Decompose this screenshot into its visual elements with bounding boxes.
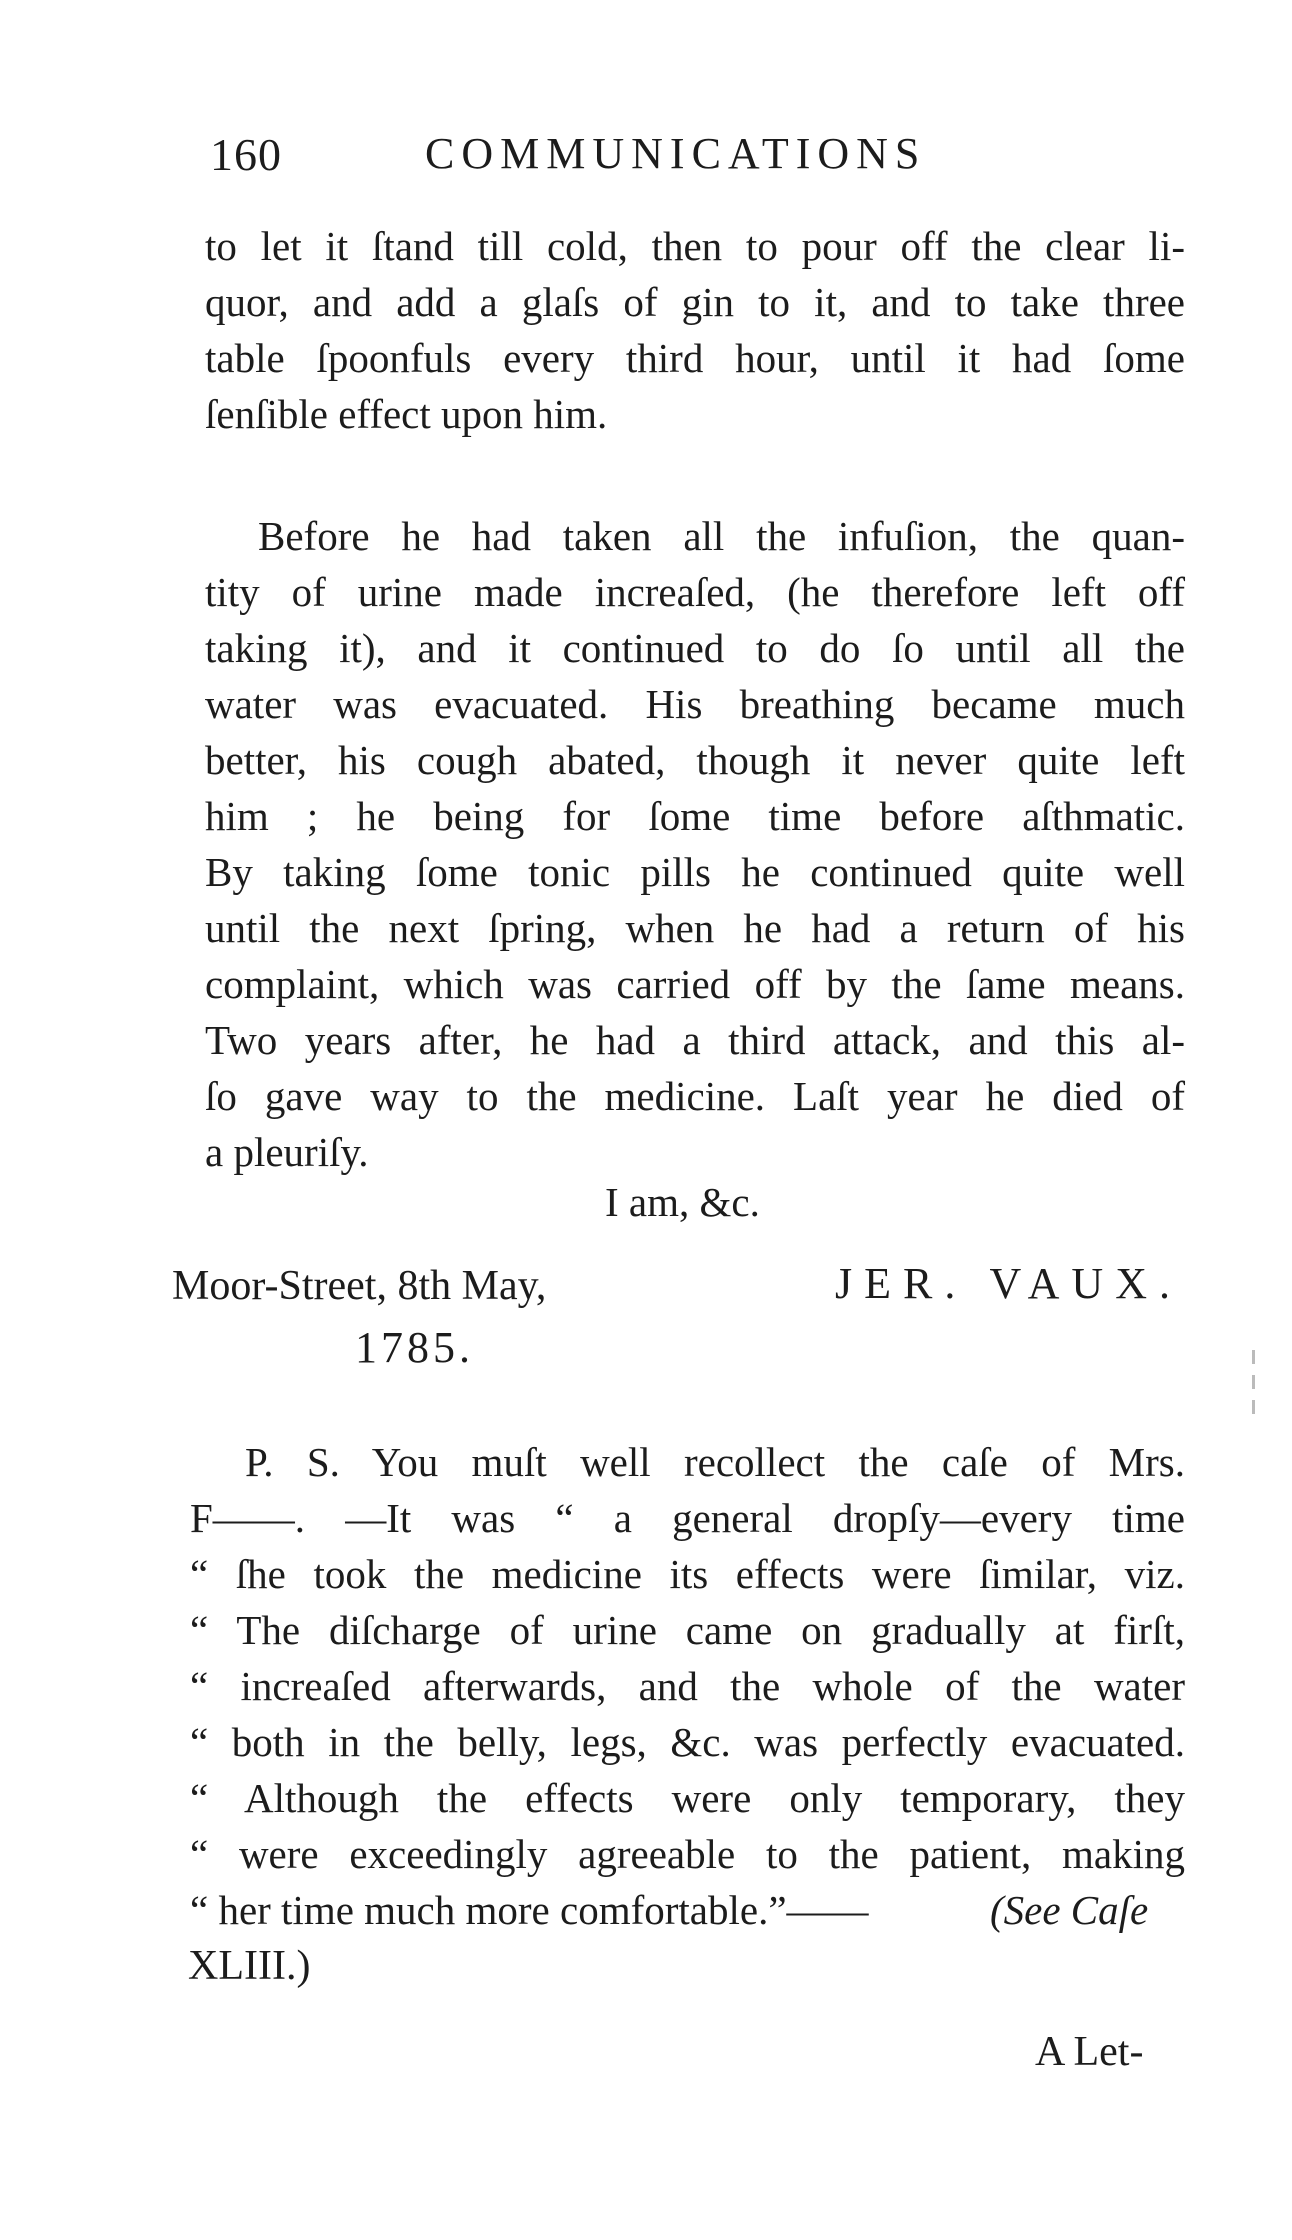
text-line: complaint, which was carried off by the ſame means.	[205, 961, 1185, 1007]
text-line: “ her time much more comfortable.”——	[190, 1887, 869, 1933]
text-line: Before he had taken all the infuſion, the quan-	[258, 513, 1185, 559]
dateline-year: 1785.	[355, 1323, 474, 1372]
text-line: “ increaſed afterwards, and the whole of the water	[190, 1663, 1185, 1709]
text-line: ſo gave way to the medicine. Laſt year he died of	[205, 1073, 1185, 1119]
page-number: 160	[210, 129, 282, 180]
text-line: “ The diſcharge of urine came on gradually at firſt,	[190, 1607, 1185, 1653]
text-line: “ Although the effects were only temporary, they	[190, 1775, 1185, 1821]
text-line: taking it), and it continued to do ſo until all the	[205, 625, 1185, 671]
text-line: “ ſhe took the medicine its effects were ſimilar, viz.	[190, 1551, 1185, 1597]
signature: JER. VAUX.	[835, 1259, 1182, 1308]
margin-speck	[1252, 1400, 1255, 1414]
catchword: A Let-	[1035, 2029, 1144, 2075]
text-line: F——. —It was “ a general dropſy—every time	[190, 1495, 1185, 1541]
case-reference: (See Caſe	[990, 1887, 1149, 1933]
text-line: XLIII.)	[188, 1943, 311, 1989]
margin-speck	[1252, 1375, 1255, 1389]
text-line: Two years after, he had a third attack, and this al-	[205, 1017, 1185, 1063]
text-line: a pleuriſy.	[205, 1129, 369, 1175]
text-line: ſenſible effect upon him.	[205, 391, 608, 437]
dateline: Moor-Street, 8th May,	[172, 1263, 547, 1309]
margin-speck	[1252, 1350, 1255, 1364]
text-line: By taking ſome tonic pills he continued quite well	[205, 849, 1185, 895]
text-line: better, his cough abated, though it never quite left	[205, 737, 1185, 783]
text-line: table ſpoonfuls every third hour, until it had ſome	[205, 335, 1185, 381]
text-line: P. S. You muſt well recollect the caſe of Mrs.	[245, 1439, 1185, 1485]
text-line: until the next ſpring, when he had a return of his	[205, 905, 1185, 951]
running-head: COMMUNICATIONS	[425, 129, 927, 178]
page-header	[210, 128, 1040, 188]
text-line: “ both in the belly, legs, &c. was perfectly evacuated.	[190, 1719, 1185, 1765]
text-line: water was evacuated. His breathing became much	[205, 681, 1185, 727]
text-line: to let it ſtand till cold, then to pour off the clear li-	[205, 223, 1185, 269]
closing-salutation: I am, &c.	[605, 1179, 760, 1225]
text-line: tity of urine made increaſed, (he therefore left off	[205, 569, 1185, 615]
text-line: him ; he being for ſome time before aſthmatic.	[205, 793, 1185, 839]
text-line: quor, and add a glaſs of gin to it, and to take three	[205, 279, 1185, 325]
text-line: “ were exceedingly agreeable to the patient, making	[190, 1831, 1185, 1877]
